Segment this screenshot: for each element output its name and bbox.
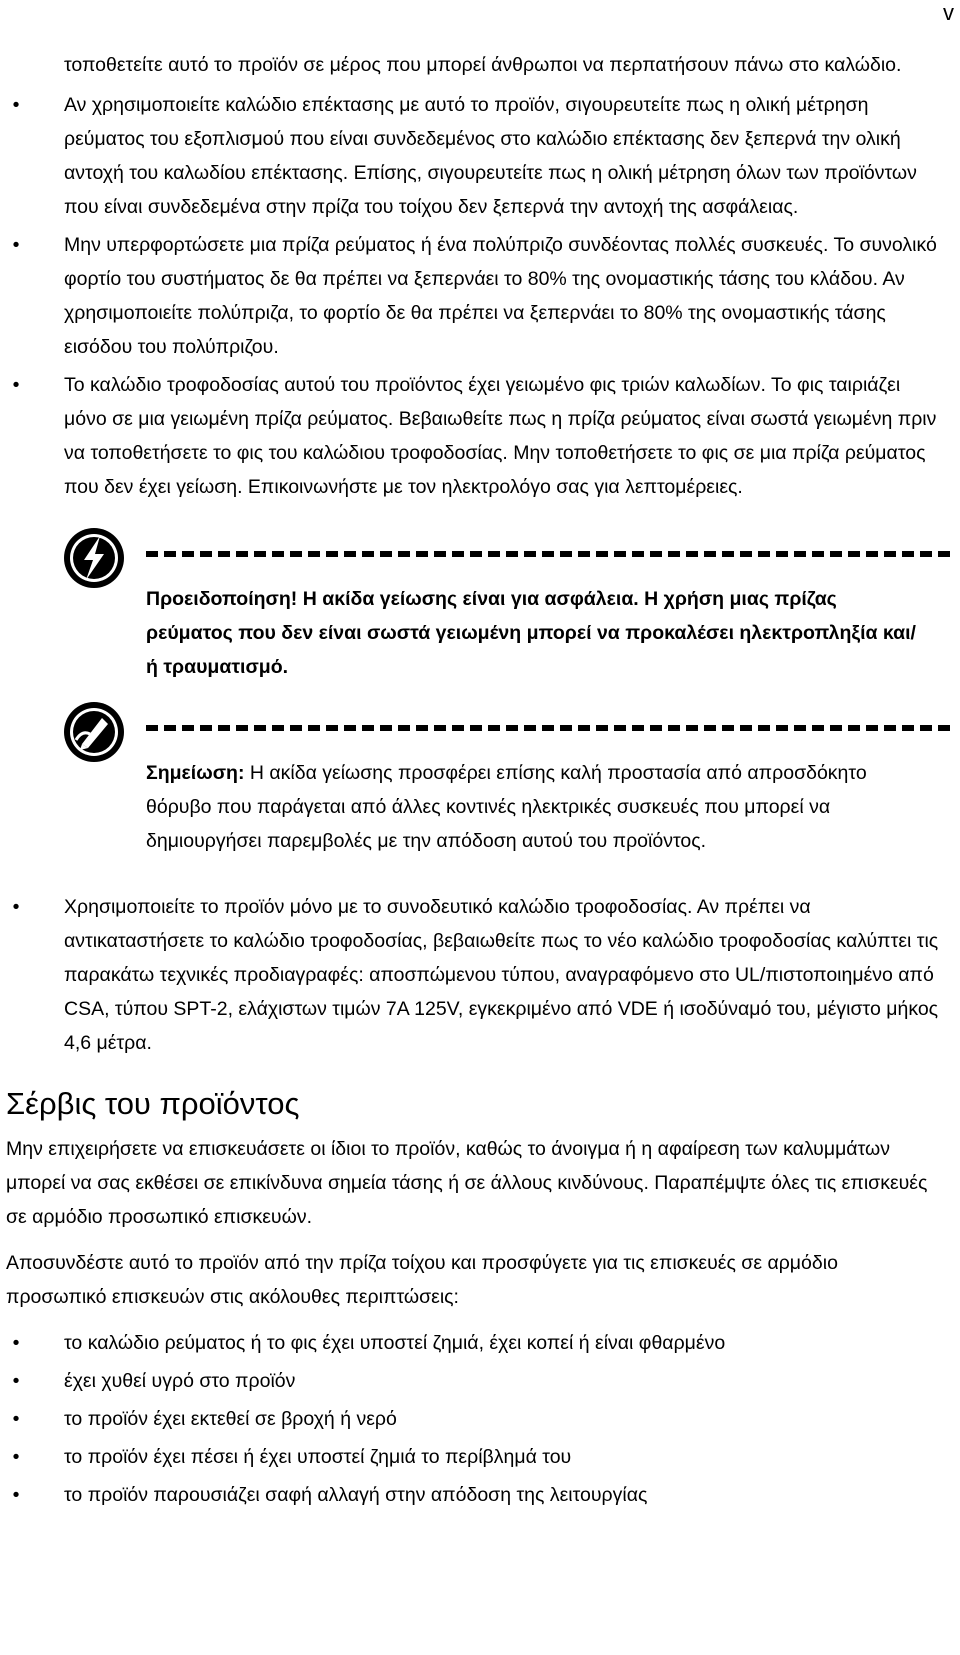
dashed-divider bbox=[146, 725, 950, 731]
list-item-text: Το καλώδιο τροφοδοσίας αυτού του προϊόντος έχει γειωμένο φις τριών καλωδίων. Το φις ταιριάζει μόνο σε μια γειωμένη πρίζα ρεύματος. Βεβαιωθείτε πως η πρίζα ρεύματος είναι σωστά γειωμένη πριν να τοποθετήσετε το φις του καλώδιου τροφοδοσίας. Μην τοποθετήσετε το φις σε μια πρίζα ρεύματος που δεν έχει γείωση. Επικοινωνήστε με τον ηλεκτρολόγο σας για λεπτομέρειες. bbox=[64, 374, 937, 498]
list-item bbox=[0, 88, 960, 224]
warning-text: Προειδοποίηση! Η ακίδα γείωσης είναι για ασφάλεια. Η χρήση μιας πρίζας ρεύματος που δεν είναι σωστά γειωμένη μπορεί να προκαλέσει ηλεκτροπληξία και/ή τραυματισμό. bbox=[146, 588, 916, 678]
bullet-dot: • bbox=[12, 374, 20, 396]
section-title: Σέρβις του προϊόντος bbox=[6, 1086, 300, 1121]
list-item bbox=[0, 1364, 960, 1398]
bullet-dot: • bbox=[12, 1408, 20, 1430]
continued-paragraph: τοποθετείτε αυτό το προϊόν σε μέρος που μπορεί άνθρωποι να περπατήσουν πάνω στο καλώδιο. bbox=[64, 54, 902, 76]
note-label: Σημείωση: bbox=[146, 762, 245, 784]
list-item-text: έχει χυθεί υγρό στο προϊόν bbox=[64, 1370, 296, 1392]
list-item bbox=[0, 1326, 960, 1360]
list-item bbox=[0, 228, 960, 364]
list-item bbox=[0, 1440, 960, 1474]
note-pen-icon bbox=[62, 700, 126, 764]
note-text-block bbox=[146, 756, 920, 858]
list-item-text: το προϊόν έχει εκτεθεί σε βροχή ή νερό bbox=[64, 1408, 397, 1430]
list-item-text: το προϊόν παρουσιάζει σαφή αλλαγή στην απόδοση της λειτουργίας bbox=[64, 1484, 648, 1506]
dashed-divider bbox=[146, 551, 950, 557]
list-item-text: Αν χρησιμοποιείτε καλώδιο επέκτασης με αυτό το προϊόν, σιγουρευτείτε πως η ολική μέτρηση ρεύματος του εξοπλισμού που είναι συνδεδεμένος στο καλώδιο επέκτασης δεν ξεπερνά την ολική αντοχή του καλωδίου επέκτασης. Επίσης, σιγουρευτείτε πως η ολική μέτρηση όλων των προϊόντων που είναι συνδεδεμένα στην πρίζα του τοίχου δεν ξεπερνά την αντοχή της ασφάλειας. bbox=[64, 94, 917, 218]
list-item-text: Χρησιμοποιείτε το προϊόν μόνο με το συνοδευτικό καλώδιο τροφοδοσίας. Αν πρέπει να αντικαταστήσετε το καλώδιο τροφοδοσίας, βεβαιωθείτε πως το νέο καλώδιο τροφοδοσίας καλύπτει τις παρακάτω τεχνικές προδιαγραφές: αποσπώμενου τύπου, αναγραφόμενο στο UL/πιστοποιημένο από CSA, τύπου SPT-2, ελάχιστων τιμών 7A 125V, εγκεκριμένο από VDE ή ισοδύναμό του, μέγιστο μήκος 4,6 μέτρα. bbox=[64, 896, 939, 1054]
list-item-text: Μην υπερφορτώσετε μια πρίζα ρεύματος ή ένα πολύπριζο συνδέοντας πολλές συσκευές. Το συνολικό φορτίο του συστήματος δε θα πρέπει να ξεπερνάει το 80% της ονομαστικής τάσης του κλάδου. Αν χρησιμοποιείτε πολύπριζα, το φορτίο δε θα πρέπει να ξεπερνάει το 80% της ονομαστικής τάσης εισόδου του πολύπριζου. bbox=[64, 234, 937, 358]
list-item-text: το καλώδιο ρεύματος ή το φις έχει υποστεί ζημιά, έχει κοπεί ή είναι φθαρμένο bbox=[64, 1332, 726, 1354]
bullet-dot: • bbox=[12, 234, 20, 256]
list-item bbox=[0, 890, 960, 1060]
list-item bbox=[0, 1478, 960, 1512]
section-paragraph: Μην επιχειρήσετε να επισκευάσετε οι ίδιοι το προϊόν, καθώς το άνοιγμα ή η αφαίρεση των καλυμμάτων μπορεί να σας εκθέσει σε επικίνδυνα σημεία τάσης ή σε άλλους κινδύνους. Παραπέμψτε όλες τις επισκευές σε αρμόδιο προσωπικό επισκευών. bbox=[6, 1138, 928, 1228]
bullet-dot: • bbox=[12, 1446, 20, 1468]
lightning-warning-icon bbox=[62, 526, 126, 590]
bullet-dot: • bbox=[12, 1332, 20, 1354]
list-item bbox=[0, 1402, 960, 1436]
bullet-dot: • bbox=[12, 94, 20, 116]
bullet-dot: • bbox=[12, 896, 20, 918]
page-number: v bbox=[943, 0, 954, 25]
note-text: Η ακίδα γείωσης προσφέρει επίσης καλή προστασία από απροσδόκητο θόρυβο που παράγεται από άλλες κοντινές ηλεκτρικές συσκευές που μπορεί να δημιουργήσει παρεμβολές με την απόδοση αυτού του προϊόντος. bbox=[146, 762, 867, 852]
note-notice bbox=[0, 700, 960, 890]
list-item bbox=[0, 368, 960, 504]
list-item-text: το προϊόν έχει πέσει ή έχει υποστεί ζημιά το περίβλημά του bbox=[64, 1446, 572, 1468]
document-body bbox=[0, 48, 960, 1516]
warning-notice bbox=[0, 526, 960, 696]
section-paragraph: Αποσυνδέστε αυτό το προϊόν από την πρίζα τοίχου και προσφύγετε για τις επισκευές σε αρμόδιο προσωπικό επισκευών στις ακόλουθες περιπτώσεις: bbox=[6, 1252, 838, 1308]
bullet-dot: • bbox=[12, 1484, 20, 1506]
bullet-dot: • bbox=[12, 1370, 20, 1392]
